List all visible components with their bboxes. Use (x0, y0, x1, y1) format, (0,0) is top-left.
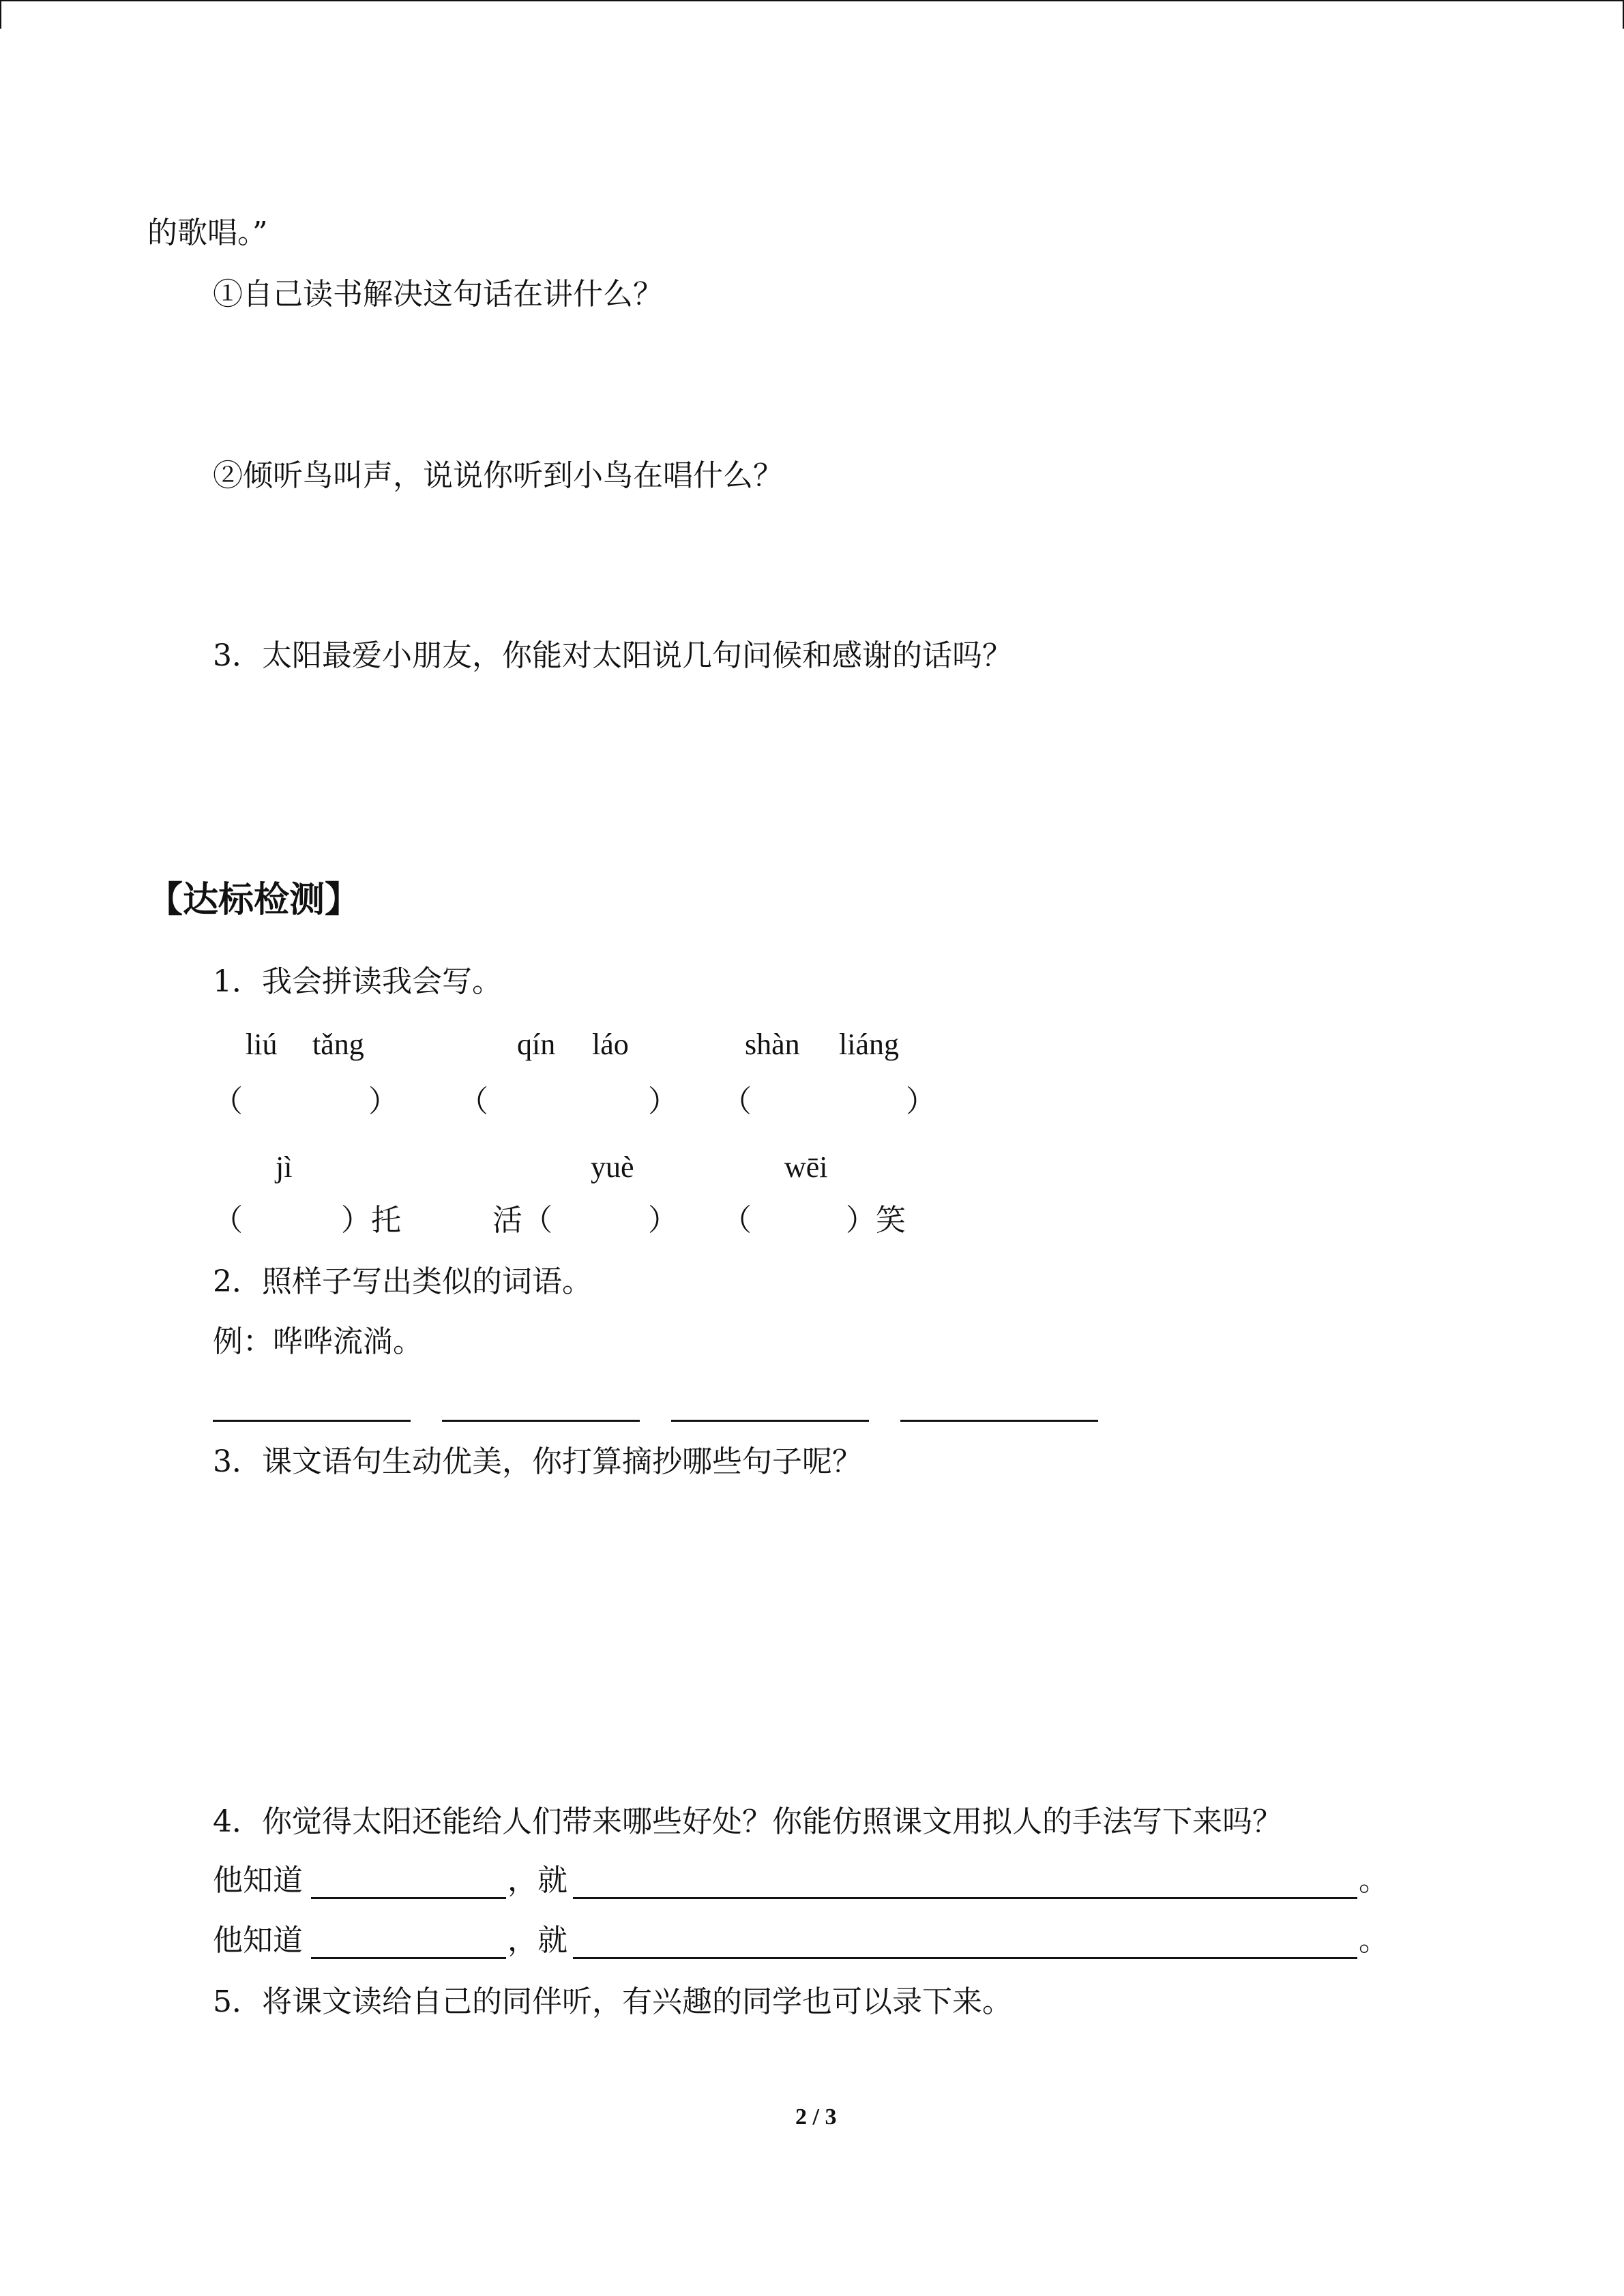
page-number: 2 / 3 (795, 2104, 837, 2130)
fill-end: 。 (1359, 1863, 1389, 1898)
answer-bracket-close-tuo: ）托 (341, 1203, 401, 1238)
pinyin-tang: tǎng (312, 1028, 364, 1061)
pinyin-ji: jì (276, 1150, 293, 1184)
answer-bracket-close: ） (906, 1084, 936, 1119)
answer-bracket-close: ） (368, 1084, 398, 1119)
reading-question-1: ①自己读书解决这句话在讲什么？ (213, 277, 663, 312)
test-question-5: 5．将课文读给自己的同伴听，有兴趣的同学也可以录下来。 (213, 1984, 1012, 2019)
fill-prefix: 他知道 (213, 1923, 303, 1958)
answer-blank-line[interactable] (900, 1420, 1098, 1422)
answer-bracket-open: （ (722, 1084, 752, 1119)
pinyin-yue: yuè (591, 1150, 634, 1184)
pinyin-liang: liáng (839, 1028, 899, 1061)
test-question-3: 3．课文语句生动优美，你打算摘抄哪些句子呢？ (213, 1444, 862, 1479)
pinyin-liu: liú (246, 1028, 278, 1061)
answer-blank-line[interactable] (213, 1420, 411, 1422)
pinyin-qin: qín (517, 1028, 556, 1061)
fill-blank-long[interactable] (573, 1897, 1357, 1899)
fill-blank-short[interactable] (311, 1897, 506, 1899)
fill-prefix: 他知道 (213, 1863, 303, 1898)
answer-bracket-open: （ (458, 1084, 488, 1119)
example-text: 例：哗哗流淌。 (213, 1324, 423, 1359)
passage-tail: 的歌唱。” (147, 215, 268, 250)
test-question-2: 2．照样子写出类似的词语。 (213, 1264, 592, 1299)
answer-blank-line[interactable] (671, 1420, 869, 1422)
fill-end: 。 (1359, 1923, 1389, 1958)
answer-blank-line[interactable] (442, 1420, 640, 1422)
answer-bracket-open: （ (213, 1084, 243, 1119)
answer-bracket-open: （ (722, 1203, 752, 1238)
page-frame (0, 0, 1624, 29)
test-question-4: 4．你觉得太阳还能给人们带来哪些好处？你能仿照课文用拟人的手法写下来吗？ (213, 1804, 1282, 1839)
pinyin-lao: láo (592, 1028, 629, 1061)
reading-question-3: 3．太阳最爱小朋友，你能对太阳说几句问候和感谢的话吗？ (213, 638, 1012, 673)
answer-bracket-close-xiao: ）笑 (846, 1203, 906, 1238)
answer-bracket-close: ） (648, 1203, 678, 1238)
fill-blank-long[interactable] (573, 1957, 1357, 1959)
answer-bracket-open-huo: 活（ (492, 1203, 552, 1238)
fill-mid: ，就 (507, 1863, 567, 1898)
pinyin-shan: shàn (745, 1028, 800, 1061)
fill-mid: ，就 (507, 1923, 567, 1958)
answer-bracket-open: （ (213, 1203, 243, 1238)
section-title: 【达标检测】 (147, 879, 361, 921)
pinyin-wei: wēi (784, 1150, 828, 1184)
answer-bracket-close: ） (648, 1084, 678, 1119)
fill-blank-short[interactable] (311, 1957, 506, 1959)
reading-question-2: ②倾听鸟叫声，说说你听到小鸟在唱什么？ (213, 458, 783, 493)
test-question-1: 1．我会拼读我会写。 (213, 964, 502, 999)
